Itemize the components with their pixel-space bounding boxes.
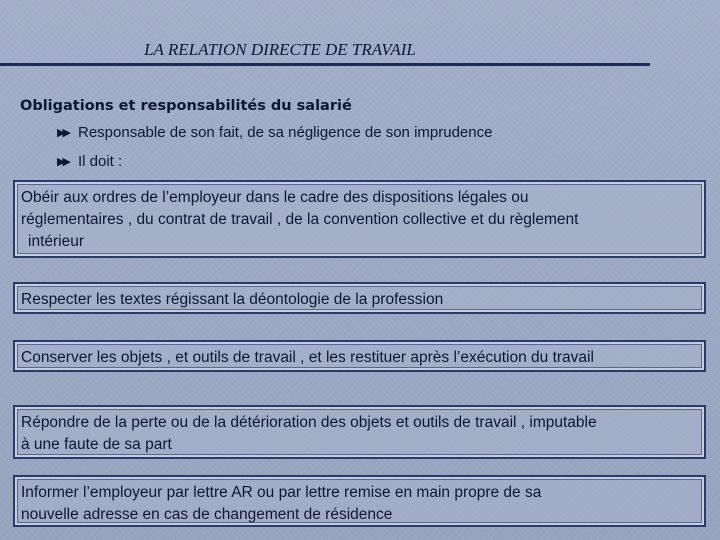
box-text-line: à une faute de sa part — [21, 436, 172, 453]
bullet-item-il-doit — [57, 151, 122, 171]
bullet-text: Responsable de son fait, de sa négligence de son imprudence — [78, 123, 493, 141]
double-triangle-bullet-icon: ▶▶ — [57, 126, 68, 139]
box-text-line: Répondre de la perte ou de la détérioration des objets et outils de travail , imputable — [21, 414, 597, 431]
obligation-box-repondre — [13, 405, 706, 459]
obligation-box-obeir — [13, 180, 706, 258]
double-triangle-bullet-icon: ▶▶ — [57, 155, 68, 168]
box-text-line: Respecter les textes régissant la déontologie de la profession — [21, 291, 444, 308]
box-text-line: réglementaires , du contrat de travail , de la convention collective et du règlement — [21, 211, 579, 228]
obligation-box-informer — [13, 475, 706, 527]
box-text-line: Conserver les objets , et outils de travail , et les restituer après l’exécution du travail — [21, 349, 594, 366]
box-text-line: intérieur — [28, 233, 84, 250]
obligation-box-respecter — [13, 282, 706, 314]
box-text-line: Informer l’employeur par lettre AR ou par lettre remise en main propre de sa — [21, 484, 542, 501]
box-text-line: nouvelle adresse en cas de changement de résidence — [21, 506, 393, 523]
title-underline — [0, 63, 650, 66]
box-text-line: Obéir aux ordres de l’employeur dans le cadre des dispositions légales ou — [21, 189, 529, 206]
section-heading: Obligations et responsabilités du salarié — [20, 98, 352, 114]
slide-title: LA RELATION DIRECTE DE TRAVAIL — [144, 40, 416, 59]
obligation-box-conserver — [13, 340, 706, 372]
bullet-text: Il doit : — [78, 152, 123, 170]
bullet-item-responsable — [57, 122, 492, 142]
